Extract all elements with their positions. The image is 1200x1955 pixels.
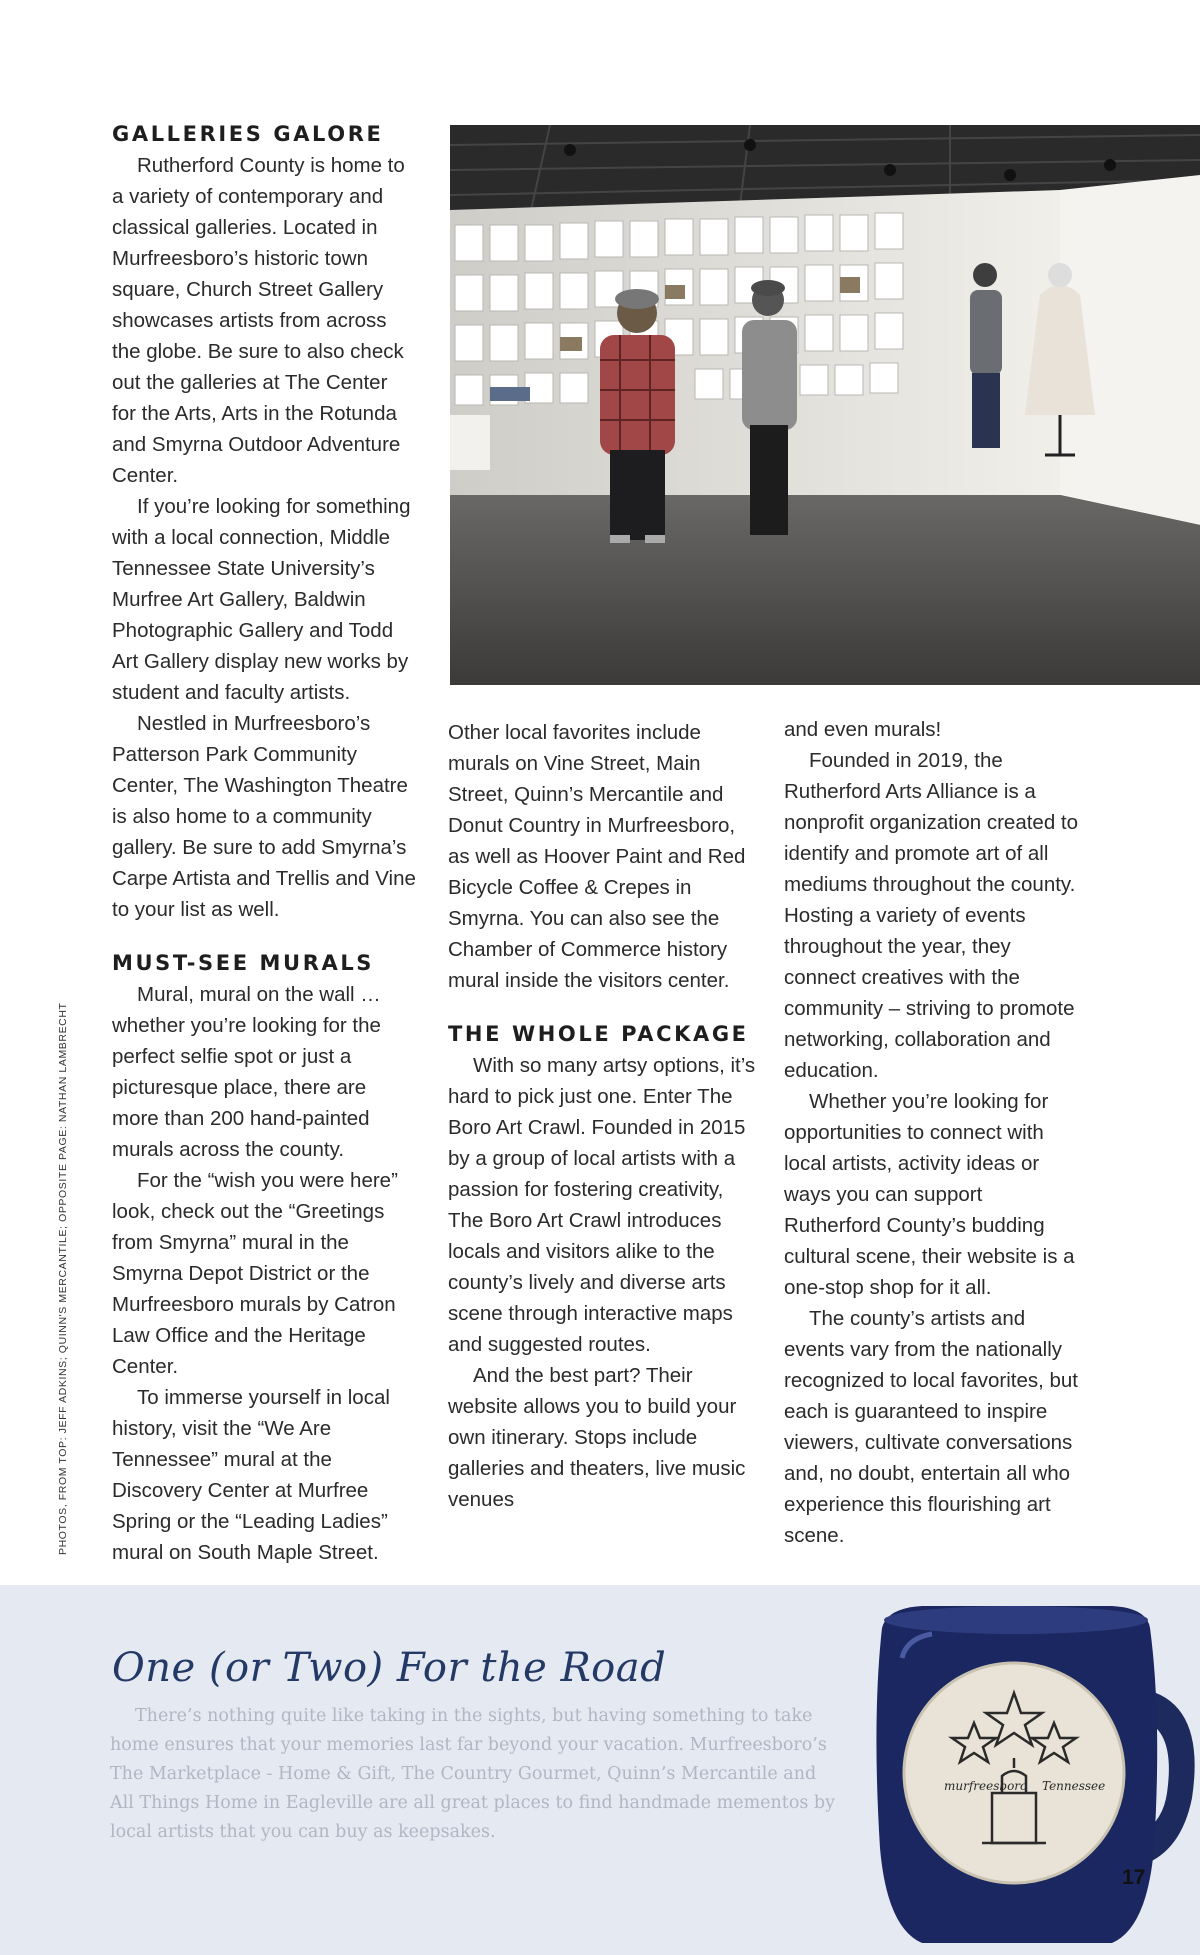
package-paragraph-6: The county’s artists and events vary from the nationally recognized to local favorites, but each is guaranteed to inspire viewers, cultivate conversations and, no doubt, entertain all who experience this flourishing art scene.: [784, 1307, 1078, 1547]
article-column-1: [112, 118, 417, 1568]
package-paragraph-5: Whether you’re looking for opportunities to connect with local artists, activity ideas or ways you can support Rutherford County’s budding cultural scene, their website is a one-stop shop for it all.: [784, 1090, 1075, 1299]
murals-paragraph-3: To immerse yourself in local history, visit the “We Are Tennessee” mural at the Discovery Center at Murfree Spring or the “Leading Ladies” mural on South Maple Street.: [112, 1386, 390, 1564]
package-heading: THE WHOLE PACKAGE: [448, 1022, 749, 1046]
murals-paragraph-2: For the “wish you were here” look, check out the “Greetings from Smyrna” mural in the Smyrna Depot District or the Murfreesboro murals by Catron Law Office and the Heritage Center.: [112, 1169, 398, 1378]
galleries-heading: GALLERIES GALORE: [112, 122, 384, 146]
galleries-paragraph-3: Nestled in Murfreesboro’s Patterson Park Community Center, The Washington Theatre is also home to a community gallery. Be sure to add Smyrna’s Carpe Artista and Trellis and Vine to your list as well.: [112, 712, 416, 921]
murals-heading: MUST-SEE MURALS: [112, 951, 375, 975]
road-body: [110, 1702, 835, 1847]
package-paragraph-4: Founded in 2019, the Rutherford Arts Alliance is a nonprofit organization created to identify and promote art of all mediums throughout the county. Hosting a variety of events throughout the year, they connect creatives with the community – striving to promote networking, collaboration and education.: [784, 749, 1079, 1082]
road-paragraph: There’s nothing quite like taking in the sights, but having something to take home ensures that your memories last far beyond your vacation. Murfreesboro’s The Marketplace - Home & Gift, The Country Gourmet, Quinn’s Mercantile and All Things Home in Eagleville are all great places to find handmade mementos by local artists that you can buy as keepsakes.: [110, 1706, 835, 1842]
package-paragraph-2: And the best part? Their website allows you to build your own itinerary. Stops include galleries and theaters, live music venues: [448, 1364, 746, 1511]
galleries-paragraph-2: If you’re looking for something with a local connection, Middle Tennessee State University’s Murfree Art Gallery, Baldwin Photographic Gallery and Todd Art Gallery display new works by student and faculty artists.: [112, 495, 411, 704]
photo-credit: PHOTOS, FROM TOP: JEFF ADKINS; QUINN'S MERCANTILE; OPPOSITE PAGE: NATHAN LAMBRECHT: [57, 1002, 69, 1555]
gallery-photo: [450, 125, 1200, 685]
package-paragraph-1: With so many artsy options, it’s hard to pick just one. Enter The Boro Art Crawl. Founded in 2015 by a group of local artists with a passion for fostering creativity, The Boro Art Crawl introduces locals and visitors alike to the county’s lively and diverse arts scene through interactive maps and suggested routes.: [448, 1054, 756, 1356]
page-number: 17: [1122, 1866, 1146, 1889]
article-column-2: [448, 717, 758, 1515]
package-paragraph-3: and even murals!: [784, 718, 942, 741]
article-column-3: [784, 714, 1084, 1551]
galleries-paragraph-1: Rutherford County is home to a variety of contemporary and classical galleries. Located in Murfreesboro’s historic town square, Church Street Gallery showcases artists from across the globe. Be sure to also check out the galleries at The Center for the Arts, Arts in the Rotunda and Smyrna Outdoor Adventure Center.: [112, 154, 405, 487]
mug-photo: [862, 1598, 1200, 1955]
road-title: One (or Two) For the Road: [112, 1645, 667, 1691]
murals-paragraph-1: Mural, mural on the wall … whether you’re looking for the perfect selfie spot or just a picturesque place, there are more than 200 hand-painted murals across the county.: [112, 983, 381, 1161]
mug-right-text: Tennessee: [1042, 1779, 1106, 1793]
mug-left-text: murfreesboro: [944, 1779, 1028, 1793]
murals-paragraph-4: Other local favorites include murals on Vine Street, Main Street, Quinn’s Mercantile and Donut Country in Murfreesboro, as well as Hoover Paint and Red Bicycle Coffee & Crepes in Smyrna. You can also see the Chamber of Commerce history mural inside the visitors center.: [448, 721, 746, 992]
